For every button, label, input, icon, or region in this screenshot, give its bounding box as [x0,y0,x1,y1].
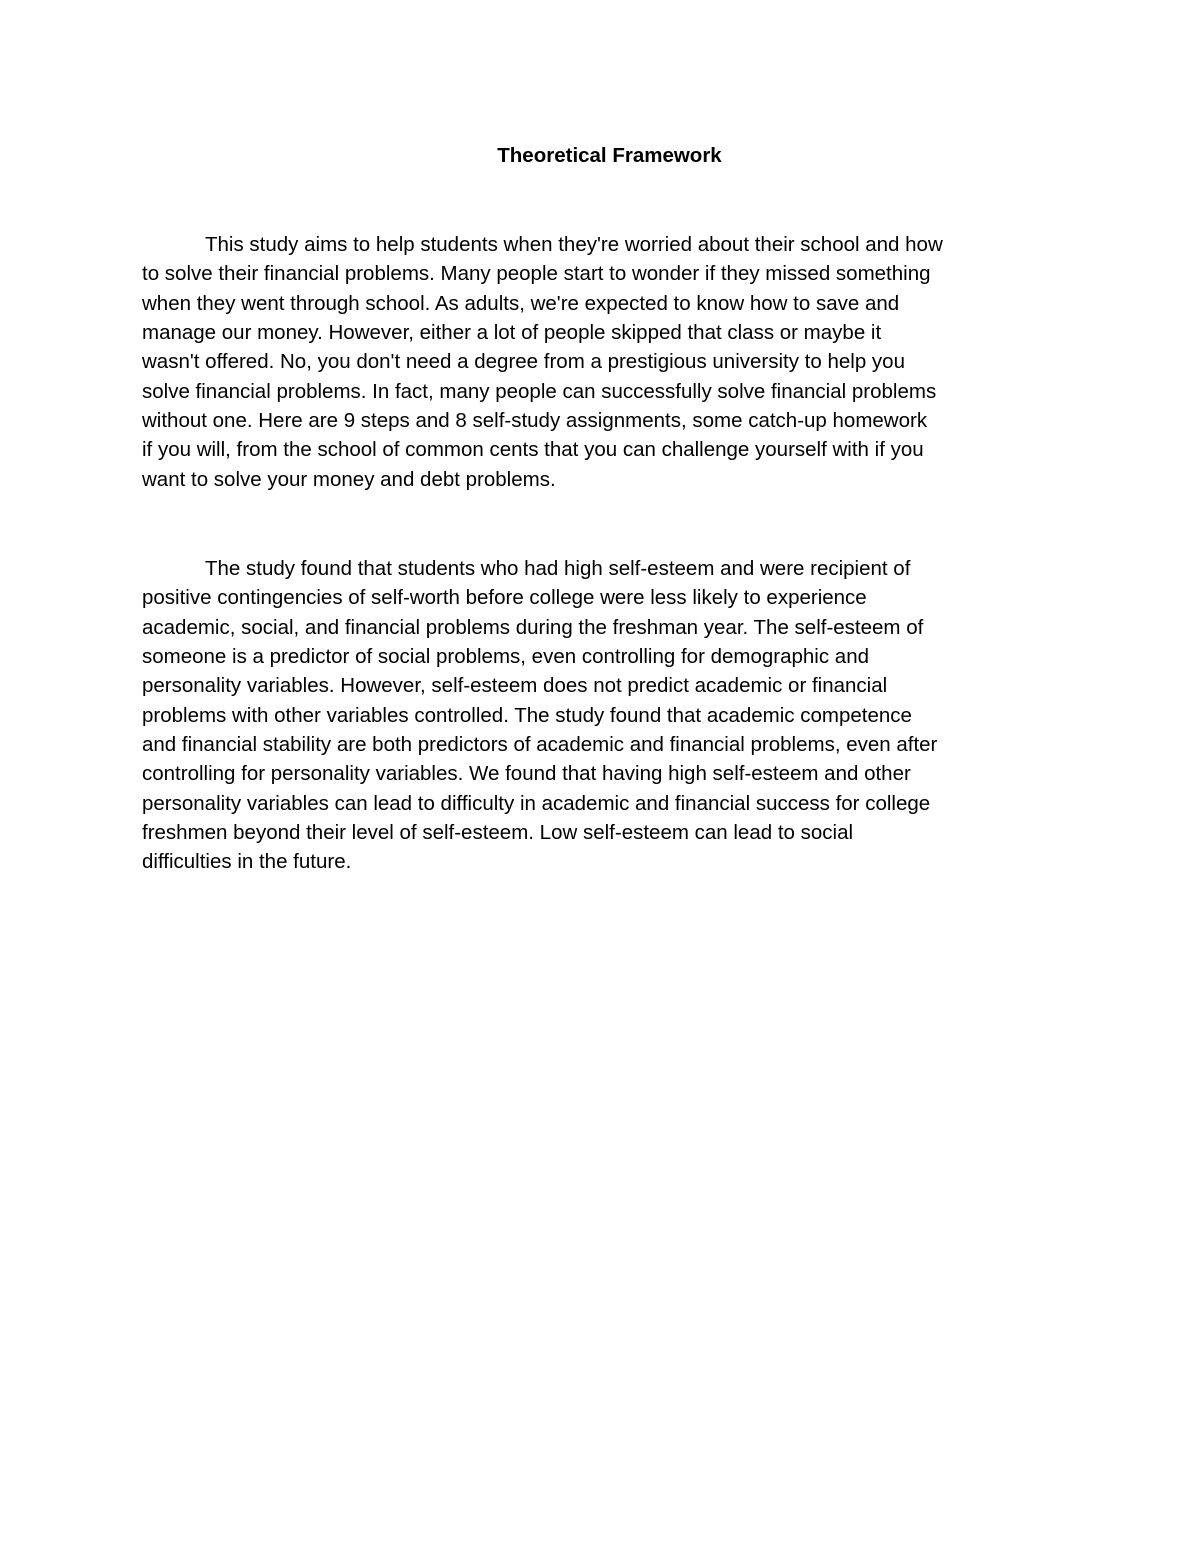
paragraph-line: personality variables. However, self-esteem does not predict academic or financial [142,674,888,698]
document-title: Theoretical Framework [497,144,722,167]
paragraph-line: someone is a predictor of social problems, even controlling for demographic and [142,645,869,669]
paragraph-line: wasn't offered. No, you don't need a degree from a prestigious university to help you [142,350,905,374]
paragraph-line: difficulties in the future. [142,850,352,874]
paragraph-line: controlling for personality variables. We found that having high self-esteem and other [142,762,911,786]
paragraph-line: solve financial problems. In fact, many people can successfully solve financial problems [142,379,937,403]
paragraph-line: freshmen beyond their level of self-esteem. Low self-esteem can lead to social [142,821,854,845]
paragraph-line: when they went through school. As adults, we're expected to know how to save and [142,291,900,315]
body-paragraph [142,230,1062,494]
paragraph-line: want to solve your money and debt problems. [142,467,556,491]
paragraph-line: if you will, from the school of common cents that you can challenge yourself with if you [142,438,924,462]
paragraph-line: manage our money. However, either a lot of people skipped that class or maybe it [142,321,882,345]
paragraph-line: academic, social, and financial problems during the freshman year. The self-esteem of [142,615,924,639]
paragraph-line: This study aims to help students when they're worried about their school and how [205,233,943,256]
paragraph-line: to solve their financial problems. Many people start to wonder if they missed something [142,262,931,286]
paragraph-line: and financial stability are both predictors of academic and financial problems, even after [142,733,938,757]
paragraph-line: The study found that students who had high self-esteem and were recipient of [205,557,911,580]
paragraph-line: personality variables can lead to difficulty in academic and financial success for college [142,791,931,815]
paragraph-line: without one. Here are 9 steps and 8 self-study assignments, some catch-up homework [142,409,928,433]
body-paragraph [142,554,1062,877]
paragraph-line: positive contingencies of self-worth before college were less likely to experience [142,586,867,610]
paragraph-line: problems with other variables controlled. The study found that academic competence [142,703,912,727]
